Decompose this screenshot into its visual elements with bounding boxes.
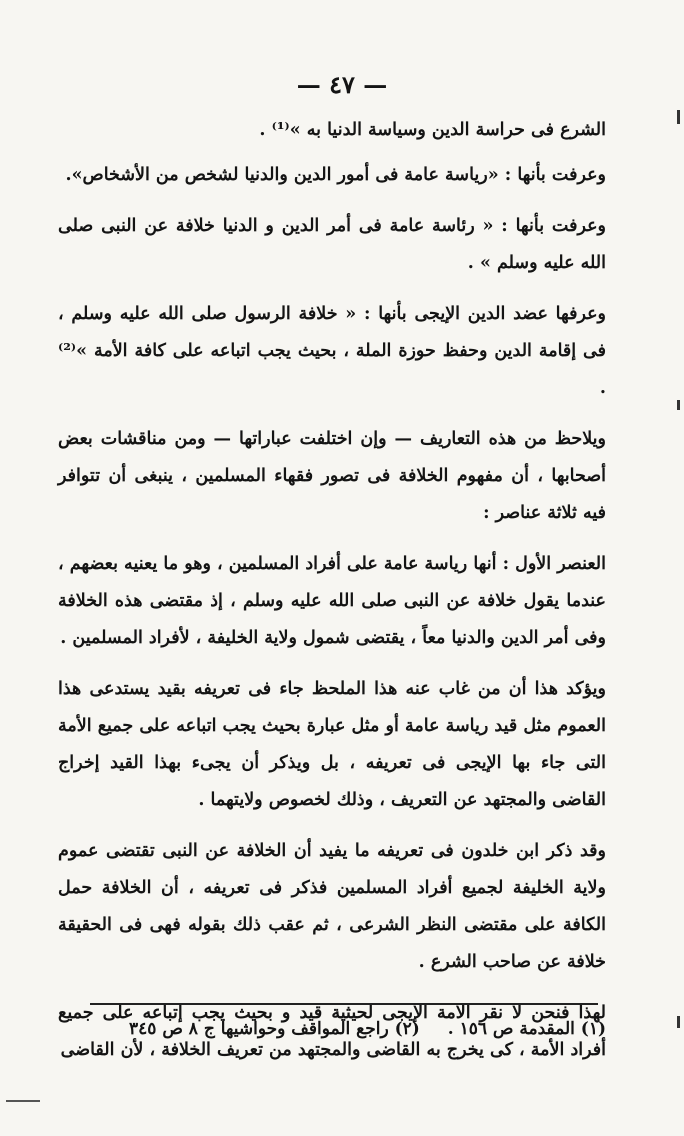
footnote-1: (١) المقدمة ص ١٥٦ .: [447, 1019, 606, 1039]
paragraph-definition-2: وعرفت بأنها : «رياسة عامة فى أمور الدين والدنيا لشخص من الأشخاص».: [65, 165, 606, 185]
scan-edge-mark: [677, 110, 680, 124]
paragraph-definition-3: وعرفت بأنها : « رئاسة عامة فى أمر الدين و الدنيا خلافة عن النبى صلى الله عليه وسلم » .: [58, 216, 606, 273]
paragraph-first-element: العنصر الأول : أنها رياسة عامة على أفراد المسلمين ، وهو ما يعنيه بعضهم ، عندما يقول خلافة عن النبى صلى الله عليه وسلم ، إذ مقتضى هذه الخلافة وفى أمر الدين والدنيا معاً ، يقتضى شمول ولاية الخليفة ، لأفراد المسلمين .: [58, 554, 606, 648]
scan-edge-mark: [677, 1016, 680, 1028]
paragraph-continuation: الشرع فى حراسة الدين وسياسة الدنيا به »⁽¹⁾ .: [259, 120, 606, 140]
scan-bottom-mark: [6, 1100, 40, 1102]
paragraph-ibn-khaldun: وقد ذكر ابن خلدون فى تعريفه ما يفيد أن الخلافة عن النبى تقتضى عموم ولاية الخليفة لجميع أفراد المسلمين فذكر فى تعريفه ، أن الخلافة حمل الكافة على مقتضى النظر الشرعى ، ثم عقب ذلك بقوله فهى فى الحقيقة خلافة عن صاحب الشرع .: [58, 841, 606, 972]
paragraph-observation: ويلاحظ من هذه التعاريف — وإن اختلفت عباراتها — ومن مناقشات بعض أصحابها ، أن مفهوم الخلافة فى تصور فقهاء المسلمين ، ينبغى أن تتوافر فيه ثلاثة عناصر :: [58, 429, 606, 523]
paragraph-definition-iji: وعرفها عضد الدين الإيجى بأنها : « خلافة الرسول صلى الله عليه وسلم ، فى إقامة الدين وحفظ حوزة الملة ، بحيث يجب اتباعه على كافة الأمة »⁽²⁾ .: [58, 304, 606, 398]
scan-edge-mark: [677, 400, 680, 410]
paragraph-conclusion: لهذا فنحن لا نقر الامة الإيجى لحيثية قيد و بحيث يجب إتباعه على جميع أفراد الأمة ، كى يخرج به القاضى والمجتهد من تعريف الخلافة ، لأن القاضى: [58, 1003, 606, 1060]
footnote-separator: [90, 1003, 598, 1005]
page-number: — ٤٧ —: [296, 70, 388, 99]
paragraph-confirmation: ويؤكد هذا أن من غاب عنه هذا الملحظ جاء فى تعريفه بقيد يستدعى هذا العموم مثل قيد رياسة عامة أو مثل عبارة بحيث يجب اتباعه على جميع الأمة التى جاء بها الإيجى فى تعريفه ، بل ويذكر أن يجىء بهذا القيد إخراج القاضى والمجتهد عن التعريف ، وذلك لخصوص ولايتهما .: [58, 679, 606, 810]
footnote-2: (٢) راجع المواقف وحواشيها ج ٨ ص ٣٤٥: [129, 1019, 420, 1039]
footnotes: [58, 1014, 606, 1044]
body-text: [58, 112, 606, 1083]
